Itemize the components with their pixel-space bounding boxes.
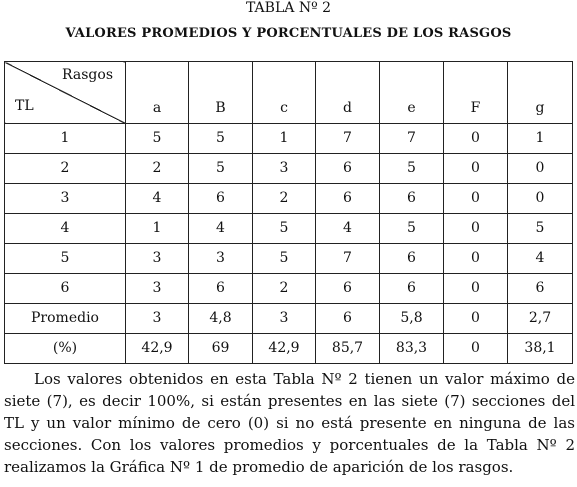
table-cell: 1: [508, 124, 573, 154]
table-cell: 42,9: [253, 334, 316, 364]
header-row: [5, 62, 573, 124]
column-header: c: [253, 62, 316, 124]
row-label-cell: 2: [5, 154, 126, 184]
table-cell: 0: [444, 334, 508, 364]
table-row: [5, 304, 573, 334]
table-cell: 6: [189, 184, 253, 214]
table-row: [5, 154, 573, 184]
column-header: e: [380, 62, 444, 124]
table-cell: 5: [253, 214, 316, 244]
table-cell: 83,3: [380, 334, 444, 364]
column-header: a: [126, 62, 189, 124]
corner-header-cell: [5, 62, 126, 124]
table-title: VALORES PROMEDIOS Y PORCENTUALES DE LOS RASGOS: [65, 26, 512, 41]
table-cell: 4: [189, 214, 253, 244]
table-row: [5, 244, 573, 274]
column-header: F: [444, 62, 508, 124]
table-row: [5, 124, 573, 154]
table-cell: 4,8: [189, 304, 253, 334]
corner-label-rasgos: Rasgos: [62, 67, 113, 83]
table-cell: 1: [126, 214, 189, 244]
table-row: [5, 184, 573, 214]
row-label-cell: 4: [5, 214, 126, 244]
table-cell: 3: [126, 274, 189, 304]
paragraph-text: Los valores obtenidos en esta Tabla Nº 2 tienen un valor máximo de siete (7), es decir 100%, si están presentes en las siete (7) secciones del TL y un valor mínimo de cero (0) si no está presente en ninguna de las secciones. Con los valores promedios y porcentuales de la Tabla Nº 2 realizamos la Gráfica Nº 1 de promedio de aparición de los rasgos.: [4, 370, 575, 476]
table-cell: 3: [253, 304, 316, 334]
row-label-cell: Promedio: [5, 304, 126, 334]
table-cell: 85,7: [316, 334, 380, 364]
table-cell: 5: [189, 154, 253, 184]
row-label-cell: (%): [5, 334, 126, 364]
table-cell: 5: [189, 124, 253, 154]
column-header: d: [316, 62, 380, 124]
table-cell: 3: [126, 244, 189, 274]
table-cell: 5: [380, 214, 444, 244]
table-cell: 42,9: [126, 334, 189, 364]
table-row: [5, 274, 573, 304]
table-cell: 5: [508, 214, 573, 244]
table-cell: 0: [508, 154, 573, 184]
table-cell: 7: [380, 124, 444, 154]
table-cell: 3: [126, 304, 189, 334]
column-header: g: [508, 62, 573, 124]
table-cell: 6: [508, 274, 573, 304]
row-label-cell: 5: [5, 244, 126, 274]
table-cell: 7: [316, 124, 380, 154]
table-cell: 0: [444, 124, 508, 154]
table-cell: 0: [444, 304, 508, 334]
values-table: [4, 61, 573, 364]
table-cell: 6: [380, 244, 444, 274]
table-cell: 6: [380, 184, 444, 214]
table-cell: 2: [253, 274, 316, 304]
row-label-cell: 3: [5, 184, 126, 214]
table-cell: 0: [444, 244, 508, 274]
table-cell: 4: [508, 244, 573, 274]
table-cell: 1: [253, 124, 316, 154]
table-cell: 5: [380, 154, 444, 184]
table-cell: 0: [444, 274, 508, 304]
table-cell: 3: [253, 154, 316, 184]
table-cell: 69: [189, 334, 253, 364]
table-cell: 2: [253, 184, 316, 214]
table-caption: TABLA Nº 2: [245, 0, 332, 16]
table-cell: 5: [126, 124, 189, 154]
table-cell: 6: [316, 184, 380, 214]
table-cell: 5: [253, 244, 316, 274]
table-body: [5, 124, 573, 364]
table-row: [5, 214, 573, 244]
table-cell: 4: [126, 184, 189, 214]
table-cell: 6: [380, 274, 444, 304]
table-cell: 7: [316, 244, 380, 274]
table-cell: 6: [316, 154, 380, 184]
table-cell: 0: [444, 214, 508, 244]
table-cell: 2,7: [508, 304, 573, 334]
table-cell: 0: [508, 184, 573, 214]
table-cell: 38,1: [508, 334, 573, 364]
table-cell: 6: [316, 304, 380, 334]
row-label-cell: 6: [5, 274, 126, 304]
table-cell: 0: [444, 184, 508, 214]
column-header: B: [189, 62, 253, 124]
table-row: [5, 334, 573, 364]
body-paragraph: [4, 368, 575, 478]
table-cell: 5,8: [380, 304, 444, 334]
table-cell: 6: [316, 274, 380, 304]
table-cell: 4: [316, 214, 380, 244]
table-cell: 2: [126, 154, 189, 184]
corner-label-tl: TL: [15, 98, 34, 114]
table-cell: 6: [189, 274, 253, 304]
table-cell: 0: [444, 154, 508, 184]
row-label-cell: 1: [5, 124, 126, 154]
table-cell: 3: [189, 244, 253, 274]
